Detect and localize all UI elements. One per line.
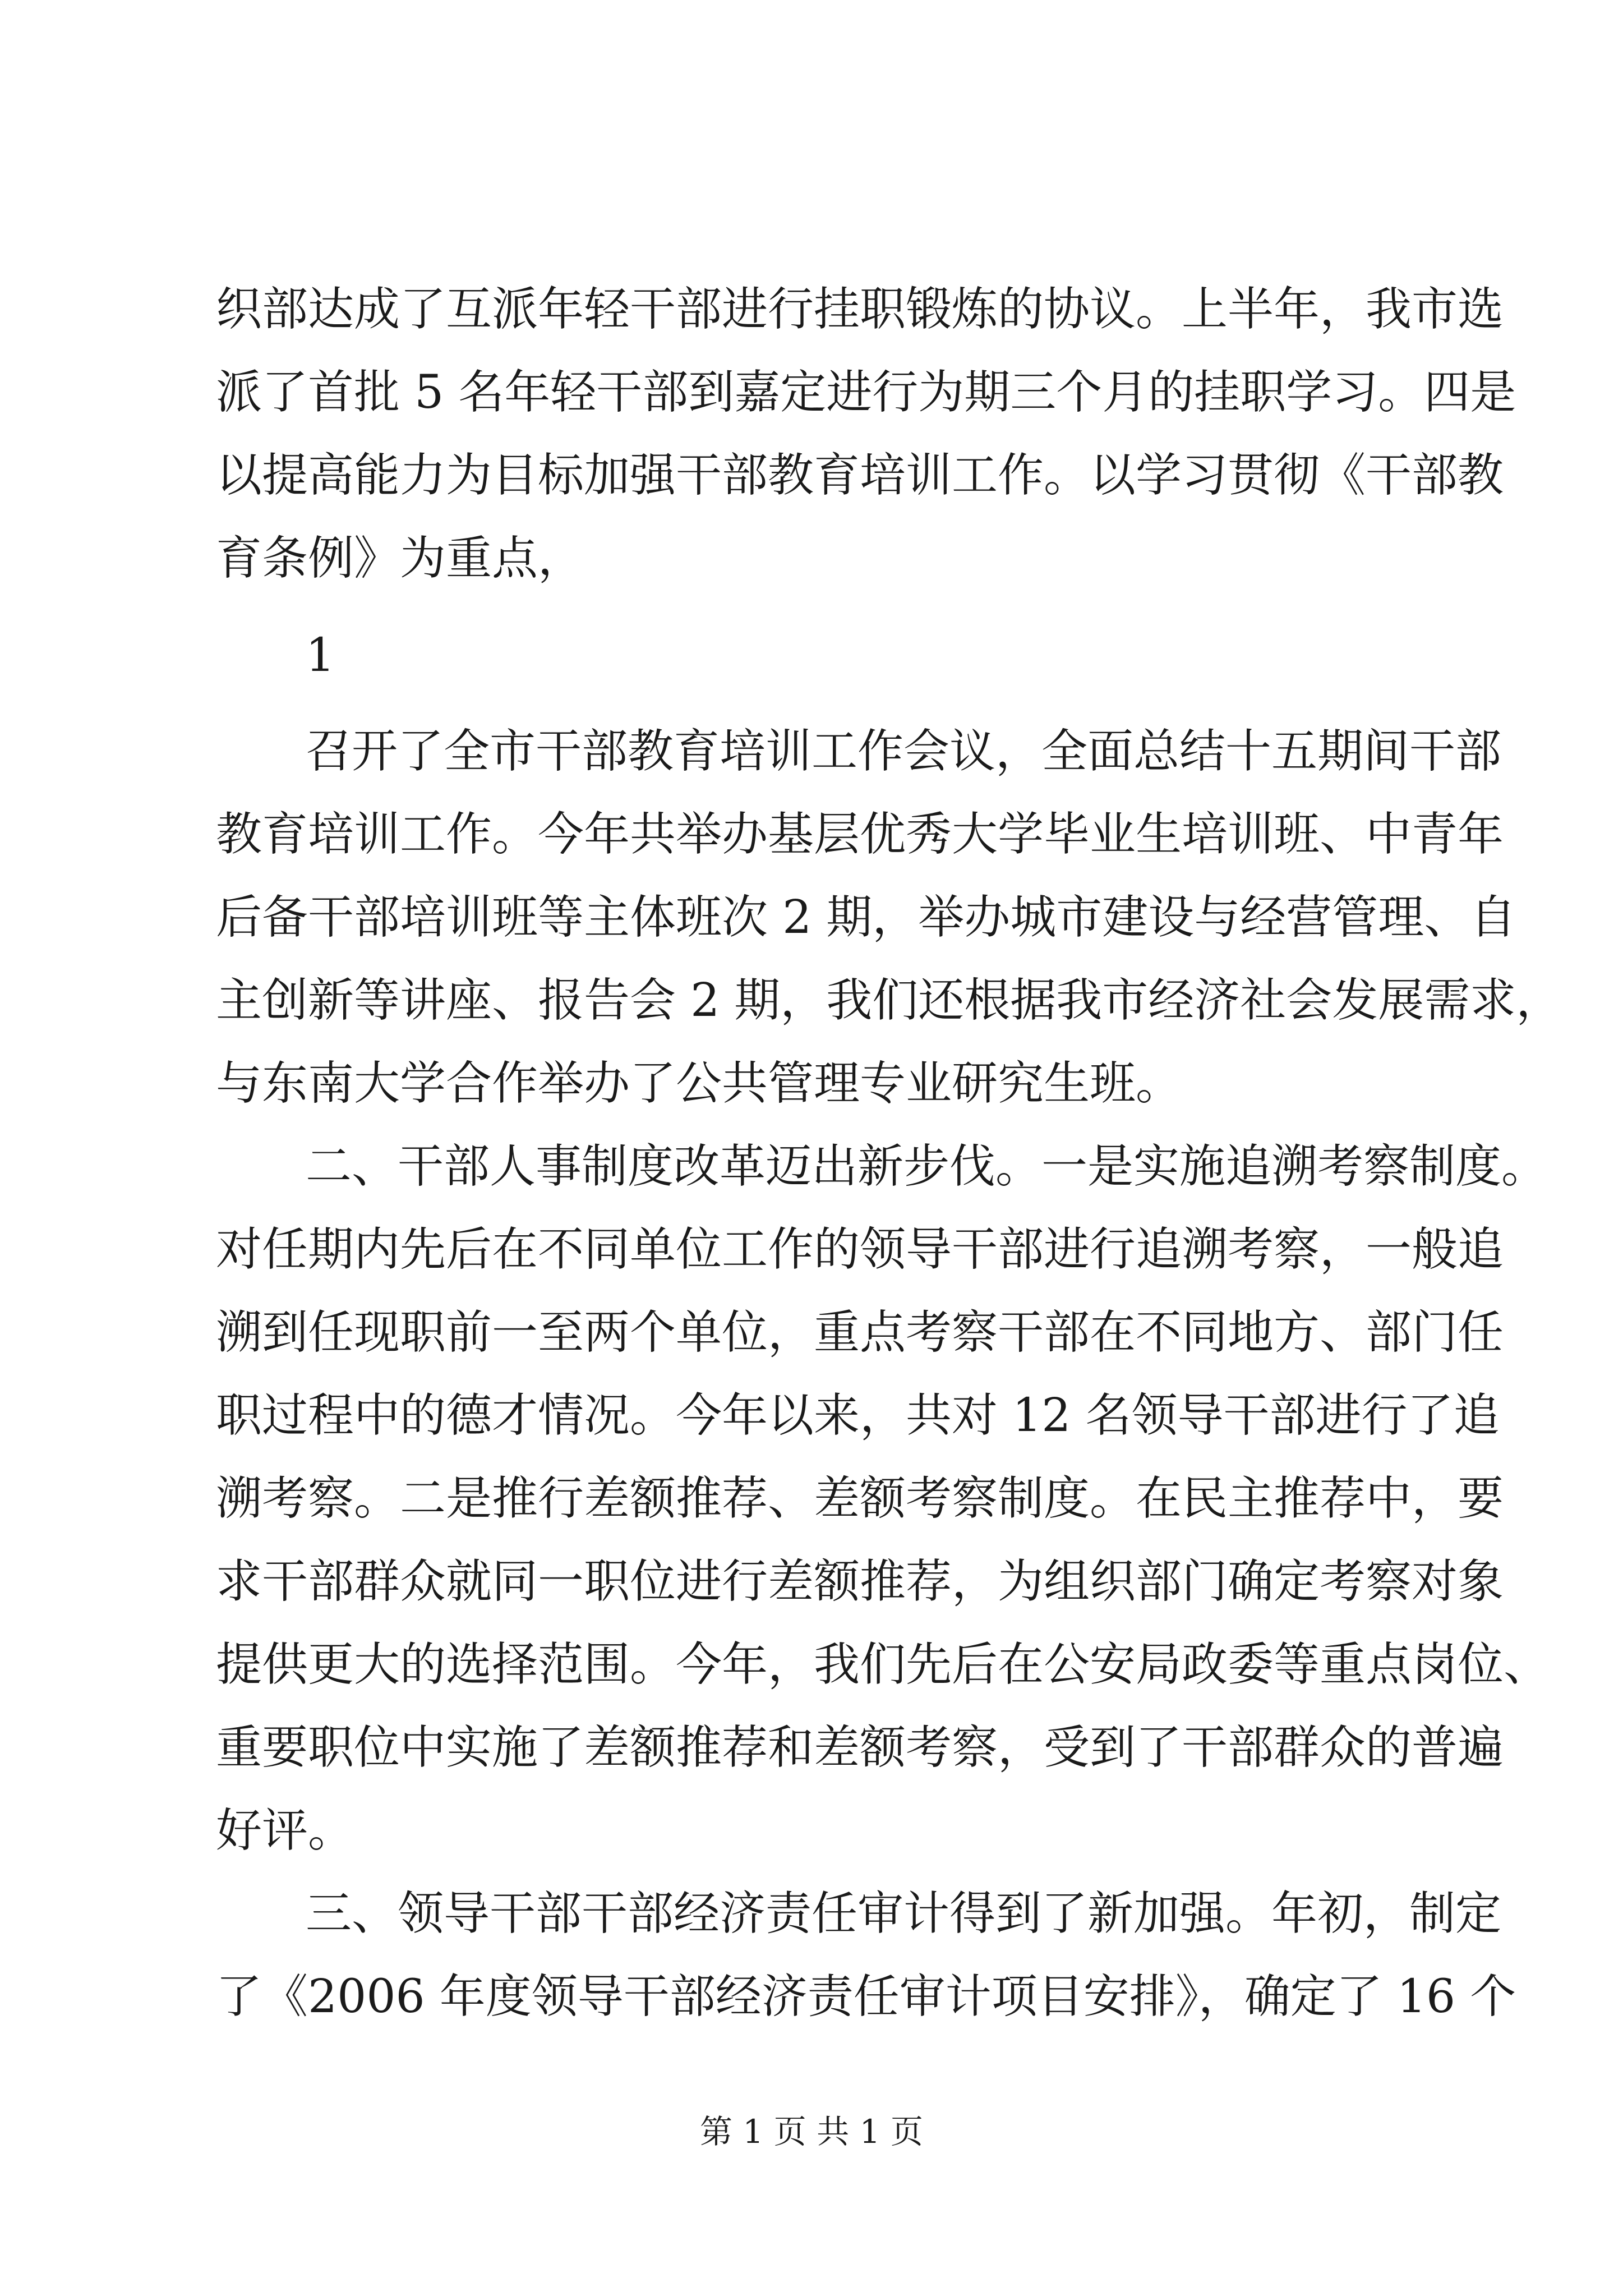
body-line-10: 二、干部人事制度改革迈出新步伐。一是实施追溯考察制度。 bbox=[306, 1140, 1548, 1193]
body-line-6: 教育培训工作。今年共举办基层优秀大学毕业生培训班、中青年 bbox=[216, 808, 1504, 861]
body-line-16: 提供更大的选择范围。今年，我们先后在公安局政委等重点岗位、 bbox=[216, 1638, 1550, 1691]
body-line-17: 重要职位中实施了差额推荐和差额考察，受到了干部群众的普遍 bbox=[216, 1721, 1504, 1774]
body-line-12: 溯到任现职前一至两个单位，重点考察干部在不同地方、部门任 bbox=[216, 1306, 1504, 1359]
page-footer: 第 1 页 共 1 页 bbox=[700, 2113, 923, 2151]
body-line-8: 主创新等讲座、报告会 2 期，我们还根据我市经济社会发展需求， bbox=[216, 974, 1562, 1027]
body-line-14: 溯考察。二是推行差额推荐、差额考察制度。在民主推荐中，要 bbox=[216, 1472, 1504, 1525]
body-line-4: 育条例》为重点， bbox=[216, 532, 584, 585]
body-line-3: 以提高能力为目标加强干部教育培训工作。以学习贯彻《干部教 bbox=[216, 449, 1504, 502]
body-line-15: 求干部群众就同一职位进行差额推荐，为组织部门确定考察对象 bbox=[216, 1555, 1504, 1608]
body-line-13: 职过程中的德才情况。今年以来，共对 12 名领导干部进行了追 bbox=[216, 1389, 1500, 1442]
body-line-2: 派了首批 5 名年轻干部到嘉定进行为期三个月的挂职学习。四是 bbox=[216, 366, 1516, 419]
body-line-18: 好评。 bbox=[216, 1804, 354, 1857]
body-line-7: 后备干部培训班等主体班次 2 期，举办城市建设与经营管理、自 bbox=[216, 891, 1516, 944]
body-line-20: 了《2006 年度领导干部经济责任审计项目安排》，确定了 16 个 bbox=[216, 1970, 1516, 2023]
body-line-5: 召开了全市干部教育培训工作会议，全面总结十五期间干部 bbox=[306, 725, 1502, 778]
body-line-9: 与东南大学合作举办了公共管理专业研究生班。 bbox=[216, 1057, 1182, 1110]
body-line-1: 织部达成了互派年轻干部进行挂职锻炼的协议。上半年，我市选 bbox=[216, 283, 1504, 336]
body-line-19: 三、领导干部干部经济责任审计得到了新加强。年初，制定 bbox=[306, 1887, 1502, 1940]
body-line-11: 对任期内先后在不同单位工作的领导干部进行追溯考察，一般追 bbox=[216, 1223, 1504, 1276]
page-number-inline: 1 bbox=[306, 629, 335, 682]
